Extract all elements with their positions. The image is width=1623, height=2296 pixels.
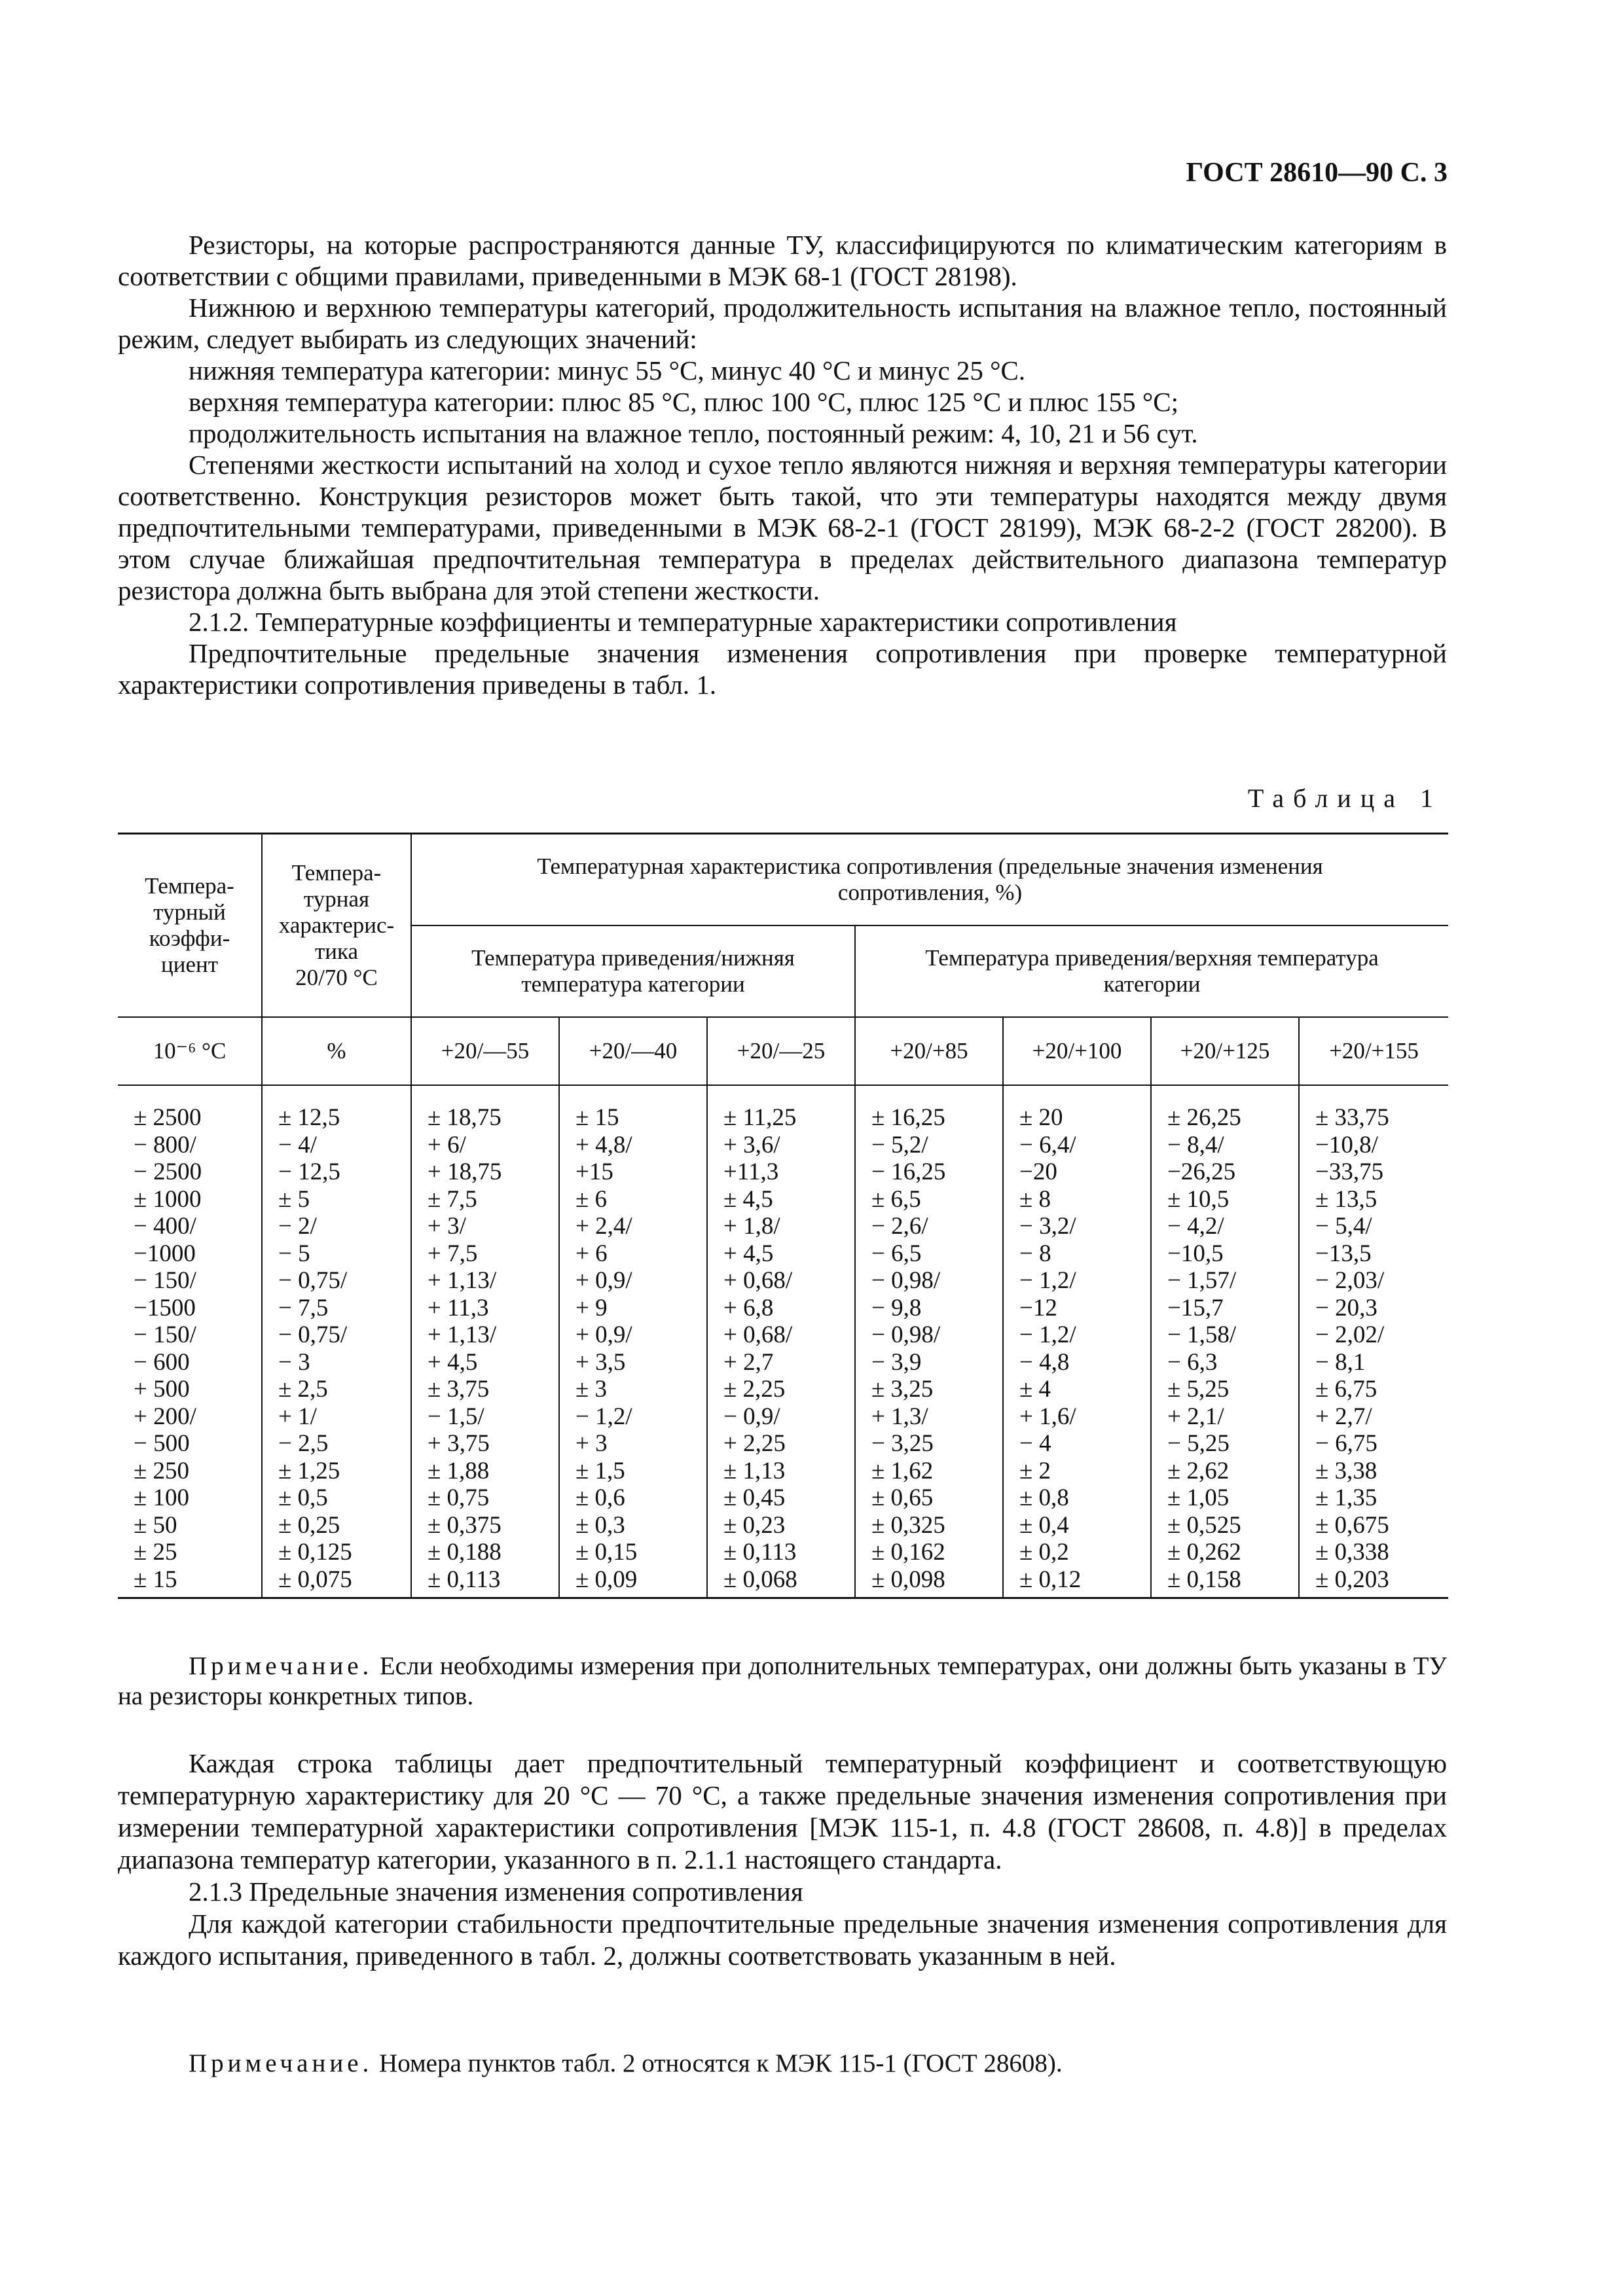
final-note [118,2049,1447,2079]
unit-cell: % [262,1017,411,1085]
section-heading-2-1-3: 2.1.3 Предельные значения изменения сопротивления [189,1876,803,1907]
column-values: ± 11,25 + 3,6/ +11,3 ± 4,5 + 1,8/ + 4,5 + 0,68/ + 6,8 + 0,68/ + 2,7 ± 2,25 − 0,9/ + 2,25 ± 1,13 ± 0,45 ± 0,23 ± 0,113 ± 0,068 [707,1085,855,1598]
page-header: ГОСТ 28610—90 С. 3 [1186,158,1448,188]
unit-cell: +20/+100 [1003,1017,1151,1085]
column-values: ± 2500 − 800/ − 2500 ± 1000 − 400/ −1000 − 150/ −1500 − 150/ − 600 + 500 + 200/ − 500 ± 250 ± 100 ± 50 ± 25 ± 15 [118,1085,262,1598]
intro-text [118,229,1447,700]
paragraph: Для каждой категории стабильности предпочтительные предельные значения изменения сопротивления для каждого испытания, приведенного в табл. 2, должны соответствовать указанным в ней. [118,1909,1447,1971]
note-text: Номера пунктов табл. 2 относятся к МЭК 115-1 (ГОСТ 28608). [373,2049,1063,2077]
paragraph: продолжительность испытания на влажное тепло, постоянный режим: 4, 10, 21 и 56 сут. [189,418,1198,448]
column-values: ± 26,25 − 8,4/ −26,25 ± 10,5 − 4,2/ −10,5 − 1,57/ −15,7 − 1,58/ − 6,3 ± 5,25 + 2,1/ − 5,25 ± 2,62 ± 1,05 ± 0,525 ± 0,262 ± 0,158 [1151,1085,1299,1598]
resistance-table [118,833,1448,1599]
header-temp-characteristic: Темпера- турная характерис- тика 20/70 °С [262,834,411,1018]
column-values: ± 33,75 −10,8/ −33,75 ± 13,5 − 5,4/ −13,5 − 2,03/ − 20,3 − 2,02/ − 8,1 ± 6,75 + 2,7/ − 6,75 ± 3,38 ± 1,35 ± 0,675 ± 0,338 ± 0,203 [1299,1085,1448,1598]
paragraph: Резисторы, на которые распространяются данные ТУ, классифицируются по климатическим категориям в соответствии с общими правилами, приведенными в МЭК 68-1 (ГОСТ 28198). [118,230,1447,291]
paragraph: Каждая строка таблицы дает предпочтительный температурный коэффициент и соответствующую температурную характеристику для 20 °С — 70 °С, а также предельные значения изменения сопротивления при измерении температурной характеристики сопротивления [МЭК 115-1, п. 4.8 (ГОСТ 28608, п. 4.8)] в пределах диапазона температур категории, указанного в п. 2.1.1 настоящего стандарта. [118,1748,1447,1874]
note-text: Если необходимы измерения при дополнительных температурах, они должны быть указаны в ТУ на резисторы конкретных типов. [118,1652,1447,1710]
unit-cell: +20/+125 [1151,1017,1299,1085]
note-label: Примечание. [189,2049,373,2077]
note-label: Примечание. [189,1652,373,1680]
unit-cell: +20/—40 [559,1017,707,1085]
unit-cell: +20/—55 [411,1017,559,1085]
closing-text [118,1748,1447,1972]
unit-cell: 10⁻⁶ °С [118,1017,262,1085]
column-values: ± 20 − 6,4/ −20 ± 8 − 3,2/ − 8 − 1,2/ −12 − 1,2/ − 4,8 ± 4 + 1,6/ − 4 ± 2 ± 0,8 ± 0,4 ± 0,2 ± 0,12 [1003,1085,1151,1598]
paragraph: Предпочтительные предельные значения изменения сопротивления при проверке температурной характеристики сопротивления приведены в табл. 1. [118,638,1447,700]
header-group-title: Температурная характеристика сопротивления (предельные значения изменения сопротивления, %) [411,834,1448,926]
column-values: ± 15 + 4,8/ +15 ± 6 + 2,4/ + 6 + 0,9/ + 9 + 0,9/ + 3,5 ± 3 − 1,2/ + 3 ± 1,5 ± 0,6 ± 0,3 ± 0,15 ± 0,09 [559,1085,707,1598]
unit-cell: +20/—25 [707,1017,855,1085]
column-values: ± 12,5 − 4/ − 12,5 ± 5 − 2/ − 5 − 0,75/ − 7,5 − 0,75/ − 3 ± 2,5 + 1/ − 2,5 ± 1,25 ± 0,5 ± 0,25 ± 0,125 ± 0,075 [262,1085,411,1598]
column-values: ± 18,75 + 6/ + 18,75 ± 7,5 + 3/ + 7,5 + 1,13/ + 11,3 + 1,13/ + 4,5 ± 3,75 − 1,5/ + 3,75 ± 1,88 ± 0,75 ± 0,375 ± 0,188 ± 0,113 [411,1085,559,1598]
paragraph: Нижнюю и верхнюю температуры категорий, продолжительность испытания на влажное тепло, постоянный режим, следует выбирать из следующих значений: [118,293,1447,354]
header-temp-coefficient: Темпера- турный коэффи- циент [118,834,262,1018]
unit-cell: +20/+85 [855,1017,1003,1085]
paragraph: верхняя температура категории: плюс 85 °С, плюс 100 °С, плюс 125 °С и плюс 155 °С; [189,387,1178,417]
column-values: ± 16,25 − 5,2/ − 16,25 ± 6,5 − 2,6/ − 6,5 − 0,98/ − 9,8 − 0,98/ − 3,9 ± 3,25 + 1,3/ − 3,25 ± 1,62 ± 0,65 ± 0,325 ± 0,162 ± 0,098 [855,1085,1003,1598]
section-heading-2-1-2: 2.1.2. Температурные коэффициенты и температурные характеристики сопротивления [189,607,1177,637]
paragraph: Степенями жесткости испытаний на холод и сухое тепло являются нижняя и верхняя температуры категории соответственно. Конструкция резисторов может быть такой, что эти температуры находятся между двумя предпочтительными температурами, приведенными в МЭК 68-2-1 (ГОСТ 28199), МЭК 68-2-2 (ГОСТ 28200). В этом случае ближайшая предпочтительная температура в пределах действительного диапазона температур резистора должна быть выбрана для этой степени жесткости. [118,450,1447,605]
header-upper-temp: Температура приведения/верхняя температура категории [855,925,1448,1017]
unit-cell: +20/+155 [1299,1017,1448,1085]
header-lower-temp: Температура приведения/нижняя температура категории [411,925,855,1017]
paragraph: нижняя температура категории: минус 55 °С, минус 40 °С и минус 25 °С. [189,355,1026,386]
table-caption: Таблица 1 [1247,783,1442,813]
table-note [118,1651,1447,1712]
